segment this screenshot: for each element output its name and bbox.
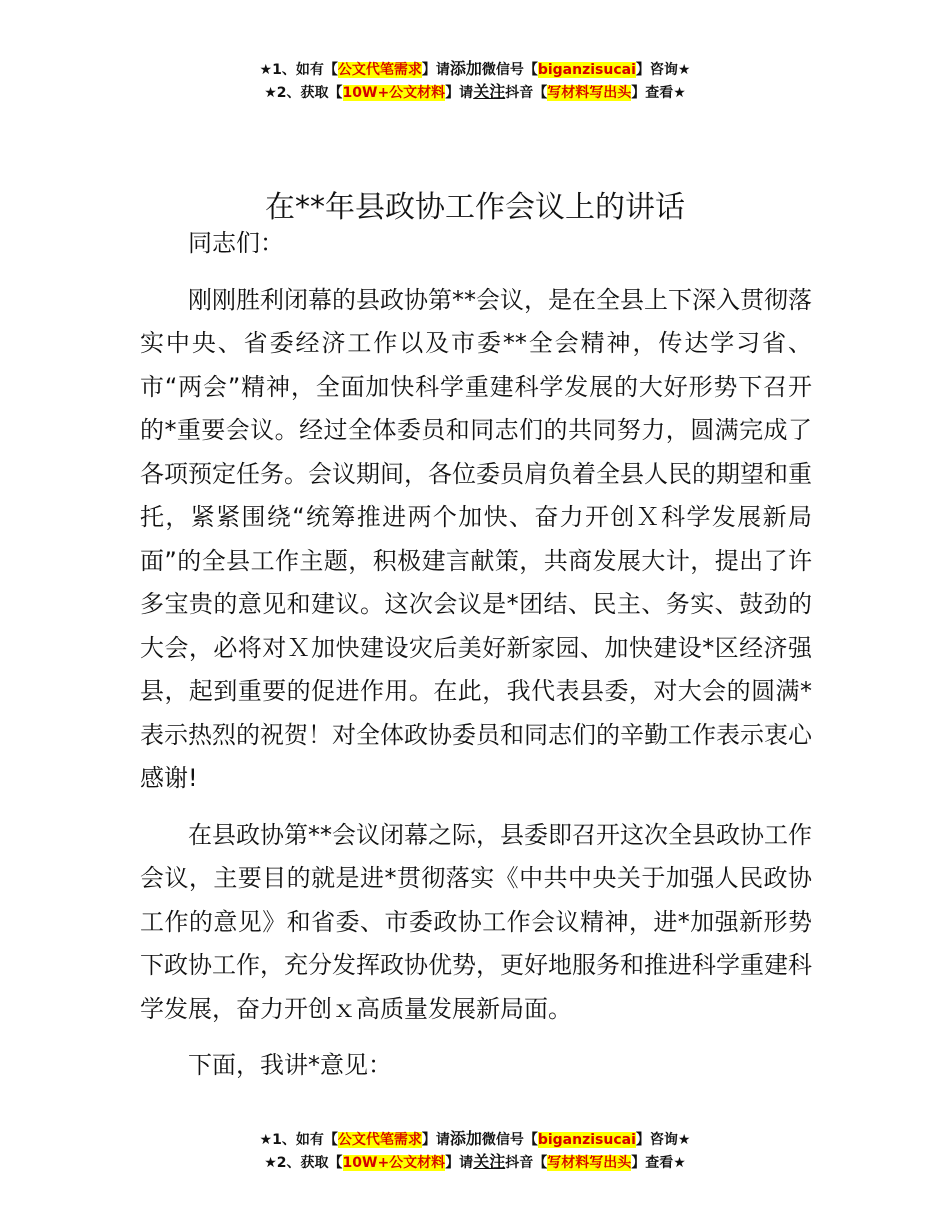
- banner-line-1: [0, 1128, 950, 1151]
- highlight-wechat-id: biganzisucai: [537, 1132, 636, 1148]
- banner-text: 】请: [445, 85, 474, 101]
- banner-line-2: [0, 1151, 950, 1174]
- banner-text: ★1、如有【: [259, 62, 338, 78]
- highlight-materials: 10W+公文材料: [342, 85, 446, 101]
- banner-text: 】请: [421, 1132, 450, 1148]
- banner-text: 抖音【: [505, 85, 548, 101]
- banner-text: ★2、获取【: [264, 1155, 343, 1171]
- highlight-wechat-id: biganzisucai: [537, 62, 636, 78]
- banner-emphasis: 关注: [473, 1152, 506, 1171]
- document-title: 在**年县政协工作会议上的讲话: [265, 190, 685, 226]
- highlight-service: 公文代笔需求: [337, 1132, 422, 1148]
- body-paragraph: 在县政协第**会议闭幕之际，县委即召开这次全县政协工作会议，主要目的就是进*贯彻落实《中共中央关于加强人民政协工作的意见》和省委、市委政协工作会议精神，进*加强新形势下政协工作，充分发挥政协优势，更好地服务和推进科学重建科学发展，奋力开创ｘ高质量发展新局面。: [140, 820, 812, 1023]
- banner-emphasis: 添加: [449, 59, 482, 78]
- banner-text: ★2、获取【: [264, 85, 343, 101]
- body-paragraph: 刚刚胜利闭幕的县政协第**会议，是在全县上下深入贯彻落实中央、省委经济工作以及市委**全会精神，传达学习省、市“两会”精神，全面加快科学重建科学发展的大好形势下召开的*重要会议。经过全体委员和同志们的共同努力，圆满完成了各项预定任务。会议期间，各位委员肩负着全县人民的期望和重托，紧紧围绕“统筹推进两个加快、奋力开创Ｘ科学发展新局面”的全县工作主题，积极建言献策，共商发展大计，提出了许多宝贵的意见和建议。这次会议是*团结、民主、务实、鼓劲的大会，必将对Ｘ加快建设灾后美好新家园、加快建设*区经济强县，起到重要的促进作用。在此，我代表县委，对大会的圆满*表示热烈的祝贺！对全体政协委员和同志们的辛勤工作表示衷心感谢!: [140, 285, 812, 792]
- highlight-service: 公文代笔需求: [337, 62, 422, 78]
- salutation: 同志们：: [188, 229, 284, 257]
- highlight-douyin: 写材料写出头: [547, 85, 632, 101]
- banner-text: 】请: [445, 1155, 474, 1171]
- banner-text: 微信号【: [481, 1132, 538, 1148]
- banner-emphasis: 添加: [449, 1129, 482, 1148]
- header-banner: [0, 58, 950, 104]
- banner-line-2: [0, 81, 950, 104]
- banner-text: 抖音【: [505, 1155, 548, 1171]
- banner-text: 】请: [421, 62, 450, 78]
- body-paragraph: 下面，我讲*意见：: [188, 1051, 392, 1079]
- banner-text: 】查看★: [631, 1155, 686, 1171]
- highlight-douyin: 写材料写出头: [547, 1155, 632, 1171]
- banner-text: 】咨询★: [635, 62, 691, 78]
- banner-text: 微信号【: [481, 62, 538, 78]
- highlight-materials: 10W+公文材料: [342, 1155, 446, 1171]
- document-body: [140, 222, 812, 1101]
- banner-text: ★1、如有【: [259, 1132, 338, 1148]
- banner-text: 】咨询★: [635, 1132, 691, 1148]
- footer-banner: [0, 1128, 950, 1174]
- banner-emphasis: 关注: [473, 82, 506, 101]
- banner-text: 】查看★: [631, 85, 686, 101]
- banner-line-1: [0, 58, 950, 81]
